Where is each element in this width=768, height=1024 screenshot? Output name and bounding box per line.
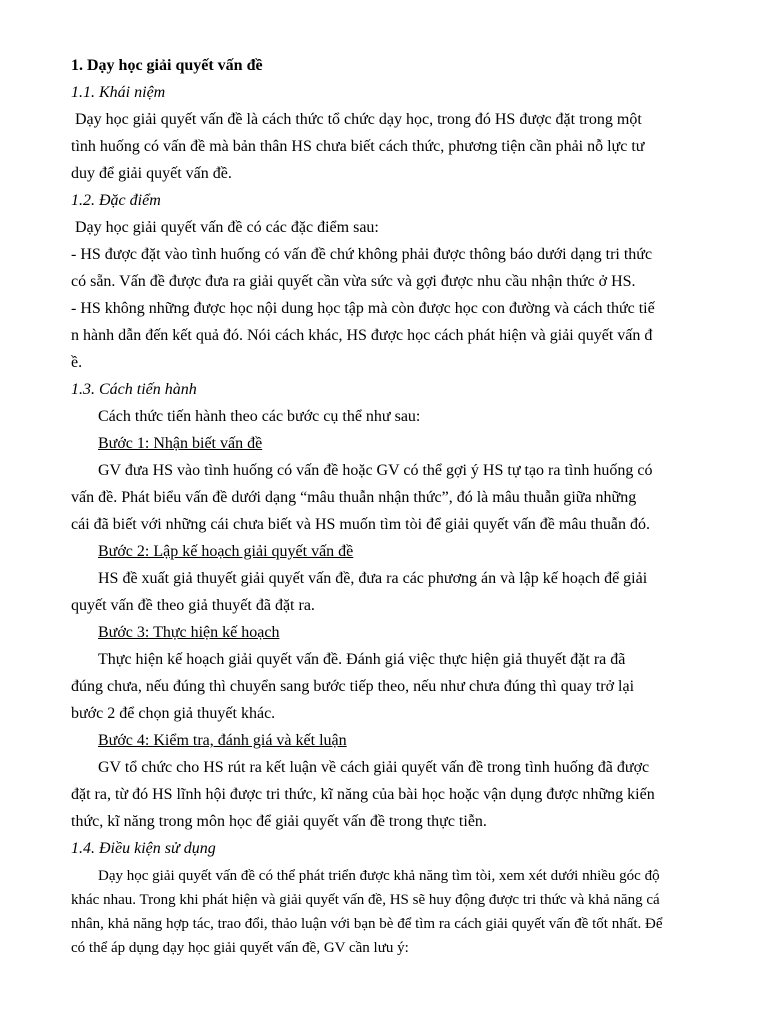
- heading-1-2: 1.2. Đặc điểm: [71, 192, 161, 209]
- heading-1-4: 1.4. Điều kiện sử dụng: [71, 840, 216, 857]
- bullet-line: n hành dẫn đến kết quả đó. Nói cách khác, HS được học cách phát hiện và giải quyết vấn đ: [71, 327, 653, 344]
- paragraph-line: HS đề xuất giả thuyết giải quyết vấn đề, đưa ra các phương án và lập kế hoạch để giải: [98, 570, 648, 587]
- paragraph-line: có thể áp dụng dạy học giải quyết vấn đề, GV cần lưu ý:: [71, 940, 409, 956]
- paragraph-line: duy để giải quyết vấn đề.: [71, 165, 232, 182]
- paragraph-line: Dạy học giải quyết vấn đề có các đặc điểm sau:: [75, 219, 379, 236]
- paragraph-line: GV tổ chức cho HS rút ra kết luận về cách giải quyết vấn đề trong tình huống đã được: [98, 759, 650, 776]
- bullet-line: ề.: [71, 354, 83, 371]
- paragraph-line: Cách thức tiến hành theo các bước cụ thể như sau:: [98, 408, 421, 425]
- paragraph-line: thức, kĩ năng trong môn học để giải quyết vấn đề trong thực tiễn.: [71, 813, 487, 830]
- heading-1: 1. Dạy học giải quyết vấn đề: [71, 57, 263, 74]
- paragraph-line: tình huống có vấn đề mà bản thân HS chưa biết cách thức, phương tiện cần phải nỗ lực tư: [71, 138, 645, 155]
- paragraph-line: GV đưa HS vào tình huống có vấn đề hoặc GV có thể gợi ý HS tự tạo ra tình huống có: [98, 462, 653, 479]
- paragraph-line: Thực hiện kế hoạch giải quyết vấn đề. Đánh giá việc thực hiện giả thuyết đặt ra đã: [98, 651, 626, 668]
- step-3-heading: Bước 3: Thực hiện kế hoạch: [98, 624, 280, 641]
- paragraph-line: đặt ra, từ đó HS lĩnh hội được tri thức, kĩ năng của bài học hoặc vận dụng được những kiến: [71, 786, 655, 803]
- bullet-line: có sẵn. Vấn đề được đưa ra giải quyết cần vừa sức và gợi được nhu cầu nhận thức ở HS.: [71, 273, 636, 290]
- paragraph-line: quyết vấn đề theo giả thuyết đã đặt ra.: [71, 597, 315, 614]
- bullet-line: - HS được đặt vào tình huống có vấn đề chứ không phải được thông báo dưới dạng tri thức: [71, 246, 653, 263]
- step-4-heading: Bước 4: Kiểm tra, đánh giá và kết luận: [98, 732, 347, 749]
- paragraph-line: Dạy học giải quyết vấn đề là cách thức tổ chức dạy học, trong đó HS được đặt trong một: [75, 111, 642, 128]
- heading-1-3: 1.3. Cách tiến hành: [71, 381, 197, 398]
- step-1-heading: Bước 1: Nhận biết vấn đề: [98, 435, 263, 452]
- paragraph-line: khác nhau. Trong khi phát hiện và giải quyết vấn đề, HS sẽ huy động được tri thức và khả năng cá: [71, 892, 660, 908]
- step-2-heading: Bước 2: Lập kế hoạch giải quyết vấn đề: [98, 543, 354, 560]
- bullet-line: - HS không những được học nội dung học tập mà còn được học con đường và cách thức tiế: [71, 300, 655, 317]
- paragraph-line: nhân, khả năng hợp tác, trao đổi, thảo luận với bạn bè để tìm ra cách giải quyết vấn đề tốt nhất. Để: [71, 916, 663, 932]
- paragraph-line: đúng chưa, nếu đúng thì chuyển sang bước tiếp theo, nếu như chưa đúng thì quay trở lại: [71, 678, 635, 695]
- paragraph-line: bước 2 để chọn giả thuyết khác.: [71, 705, 276, 722]
- paragraph-line: cái đã biết với những cái chưa biết và HS muốn tìm tòi để giải quyết vấn đề mâu thuẫn đó.: [71, 516, 650, 533]
- paragraph-line: vấn đề. Phát biểu vấn đề dưới dạng “mâu thuẫn nhận thức”, đó là mâu thuẫn giữa những: [71, 489, 637, 506]
- heading-1-1: 1.1. Khái niệm: [71, 84, 166, 101]
- paragraph-line: Dạy học giải quyết vấn đề có thể phát triển được khả năng tìm tòi, xem xét dưới nhiều góc độ: [98, 868, 660, 884]
